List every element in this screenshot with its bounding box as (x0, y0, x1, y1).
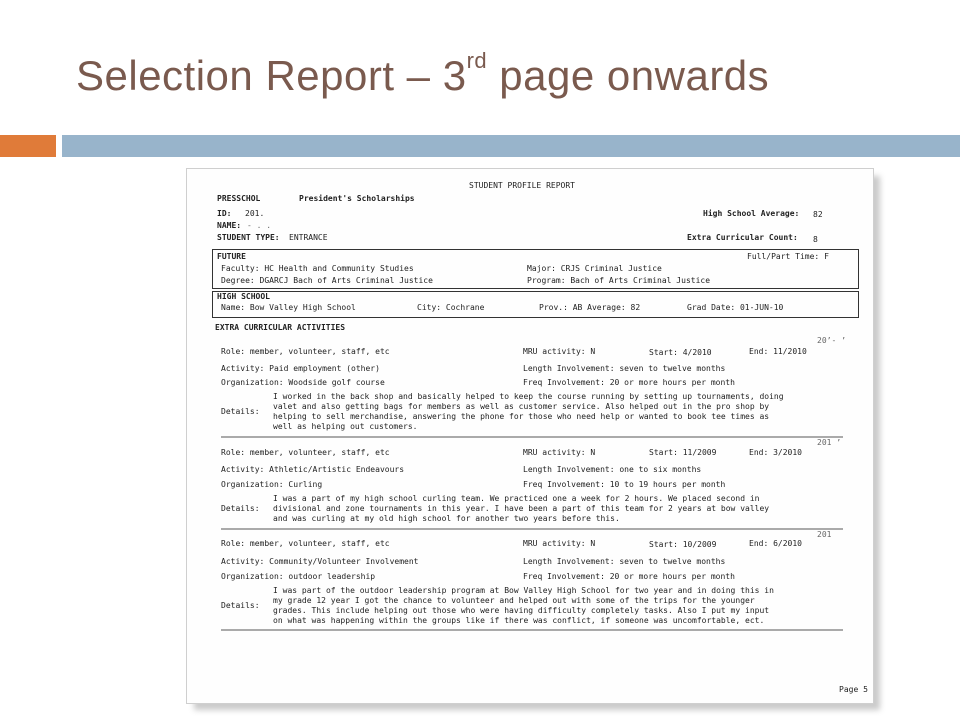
slide-title-main: Selection Report – 3 (76, 52, 467, 99)
name-value: - . . (247, 221, 272, 230)
id-value: 201. (245, 209, 265, 218)
activity-1-end: End: 11/2010 (749, 347, 807, 356)
activity-2-length: Length Involvement: one to six months (523, 465, 702, 474)
activity-2-divider (221, 528, 843, 530)
activity-2-details-line-2: divisional and zone tournaments in this year. I have been a part of this team for 2 years at bow valley (273, 504, 770, 513)
activity-1-frequency: Freq Involvement: 20 or more hours per month (523, 378, 735, 387)
major: Major: CRJS Criminal Justice (527, 264, 662, 273)
activity-3-mru: MRU activity: N (523, 539, 596, 548)
activity-2-role: Role: member, volunteer, staff, etc (221, 448, 390, 457)
slide-title-end: page onwards (487, 52, 770, 99)
activity-2-mru: MRU activity: N (523, 448, 596, 457)
high-school-city: City: Cochrane (417, 303, 485, 312)
activity-2-end: End: 3/2010 (749, 448, 802, 457)
activity-3-frequency: Freq Involvement: 20 or more hours per month (523, 572, 735, 581)
slide-title-superscript: rd (466, 48, 488, 73)
high-school-heading: HIGH SCHOOL (217, 292, 270, 301)
ec-count-label: Extra Curricular Count: (687, 233, 798, 242)
activity-2-details-label: Details: (221, 504, 260, 513)
high-school-province: Prov.: AB Average: 82 (539, 303, 641, 312)
hs-average-value: 82 (813, 210, 823, 219)
activity-3-length: Length Involvement: seven to twelve months (523, 557, 726, 566)
id-label: ID: (217, 209, 232, 218)
activity-1-mru: MRU activity: N (523, 347, 596, 356)
activity-2-details-line-1: I was a part of my high school curling team. We practiced one a week for 2 hours. We placed second in (273, 494, 760, 503)
activity-3-details-label: Details: (221, 601, 260, 610)
accent-bar-blue (62, 135, 960, 157)
activity-3-start: Start: 10/2009 (649, 540, 717, 549)
activity-1-details-line-2: valet and also getting bags for members as well as customer service. Also helped out in the pro shop by (273, 402, 770, 411)
activity-3-organization: Organization: outdoor leadership (221, 572, 376, 581)
hs-average-label: High School Average: (703, 209, 800, 218)
activity-1-type: Activity: Paid employment (other) (221, 364, 380, 373)
full-part-time: Full/Part Time: F (747, 252, 829, 261)
student-type-label: STUDENT TYPE: (217, 233, 280, 242)
activity-1-divider (221, 436, 843, 438)
student-type-value: ENTRANCE (289, 233, 328, 242)
activity-2-frequency: Freq Involvement: 10 to 19 hours per month (523, 480, 726, 489)
activity-1-role: Role: member, volunteer, staff, etc (221, 347, 390, 356)
high-school-name: Name: Bow Valley High School (221, 303, 356, 312)
activity-2-year-tag: 201 ’ (817, 438, 842, 447)
activity-3-divider (221, 629, 843, 631)
slide-title (76, 48, 770, 100)
name-label: NAME: (217, 221, 242, 230)
accent-bar-orange (0, 135, 56, 157)
activity-3-year-tag: 201 (817, 530, 832, 539)
ec-count-value: 8 (813, 235, 818, 244)
report-title: STUDENT PROFILE REPORT (469, 181, 575, 190)
activity-3-type: Activity: Community/Volunteer Involvement (221, 557, 419, 566)
activity-3-end: End: 6/2010 (749, 539, 802, 548)
activity-1-year-tag: 20’- ’ (817, 336, 846, 345)
program: Program: Bach of Arts Criminal Justice (527, 276, 711, 285)
activity-1-organization: Organization: Woodside golf course (221, 378, 385, 387)
grad-date: Grad Date: 01-JUN-10 (687, 303, 784, 312)
ec-heading: EXTRA CURRICULAR ACTIVITIES (215, 323, 346, 332)
activity-3-details-line-3: grades. This include helping out those who were having difficulty completely tasks. Also I put my input (273, 606, 770, 615)
activity-1-length: Length Involvement: seven to twelve months (523, 364, 726, 373)
activity-3-details-line-1: I was part of the outdoor leadership program at Bow Valley High School for two year and in doing this in (273, 586, 774, 595)
activity-3-role: Role: member, volunteer, staff, etc (221, 539, 390, 548)
report-page (186, 168, 874, 704)
activity-2-organization: Organization: Curling (221, 480, 323, 489)
scholarship-name: President's Scholarships (299, 194, 415, 203)
activity-3-details-line-2: my grade 12 year I got the chance to volunteer and helped out with some of the trips for the younger (273, 596, 755, 605)
activity-1-details-line-1: I worked in the back shop and basically helped to keep the course running by setting up tournaments, doing (273, 392, 784, 401)
page-number: Page 5 (839, 685, 868, 694)
faculty: Faculty: HC Health and Community Studies (221, 264, 414, 273)
activity-2-start: Start: 11/2009 (649, 448, 717, 457)
activity-1-start: Start: 4/2010 (649, 348, 712, 357)
activity-2-type: Activity: Athletic/Artistic Endeavours (221, 465, 405, 474)
scholarship-code: PRESSCHOL (217, 194, 261, 203)
activity-1-details-line-3: helping to sell merchandise, answering the phone for those who need help or wanted to book tee times as (273, 412, 770, 421)
activity-1-details-line-4: well as helping out customers. (273, 422, 418, 431)
activity-1-details-label: Details: (221, 407, 260, 416)
activity-3-details-line-4: on what was happening within the groups like if there was conflict, if someone was uncomfortable, ect. (273, 616, 765, 625)
degree: Degree: DGARCJ Bach of Arts Criminal Justice (221, 276, 433, 285)
activity-2-details-line-3: and was curling at my old high school for another two years before this. (273, 514, 620, 523)
future-heading: FUTURE (217, 252, 246, 261)
